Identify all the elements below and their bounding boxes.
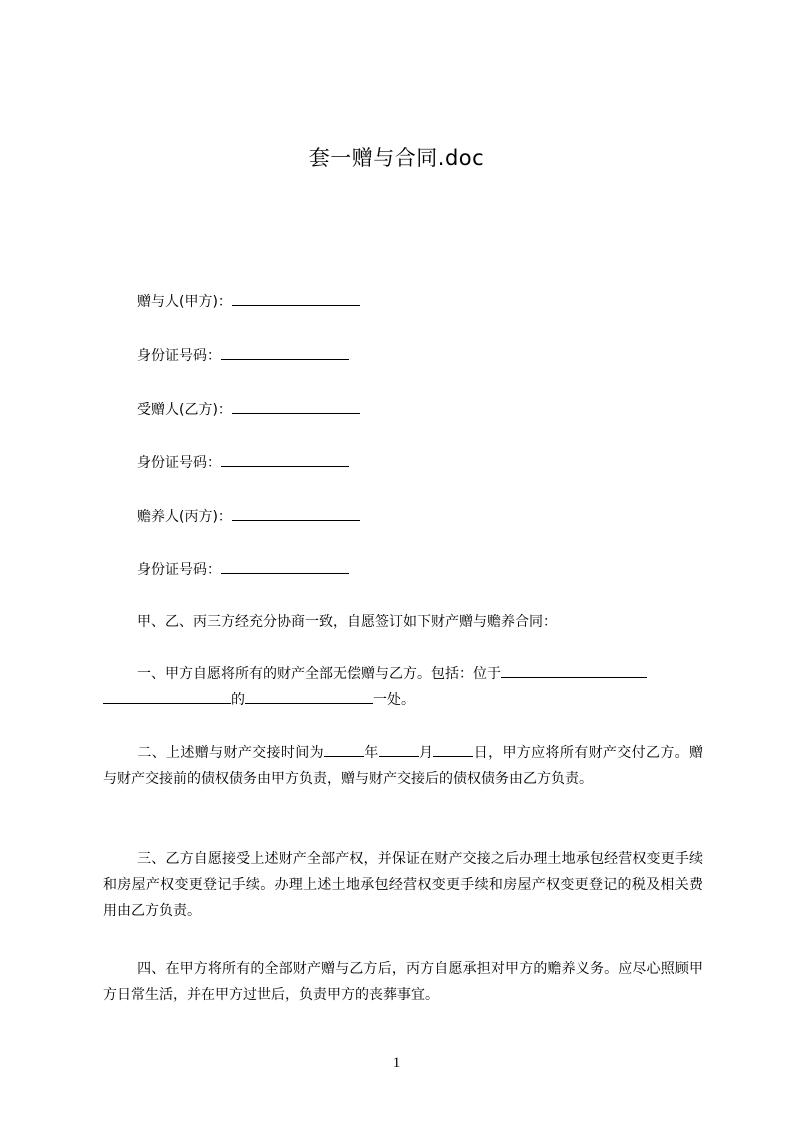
year-blank[interactable] [324, 742, 364, 757]
donee-label: 受赠人(乙方)： [137, 402, 232, 418]
donor-id-blank[interactable] [221, 345, 349, 360]
year-label: 年 [363, 745, 379, 761]
location-blank-2[interactable] [103, 689, 231, 704]
clause-4-text: 四、在甲方将所有的全部财产赠与乙方后，丙方自愿承担对甲方的赡养义务。应尽心照顾甲方日常生活，并在甲方过世后，负责甲方的丧葬事宜。 [103, 961, 703, 1003]
clause-4 [103, 956, 703, 1008]
property-blank[interactable] [245, 689, 373, 704]
clause-1 [103, 661, 703, 713]
supporter-field [137, 506, 360, 527]
supporter-id-label: 身份证号码： [137, 562, 221, 578]
supporter-id-blank[interactable] [221, 559, 349, 574]
document-title: 套一赠与合同.doc [308, 146, 485, 170]
donee-field [137, 399, 360, 420]
donor-id-field [137, 345, 349, 366]
clause-1-text-c: 一处。 [373, 692, 415, 708]
clause-1-text-a: 一、甲方自愿将所有的财产全部无偿赠与乙方。包括：位于 [137, 666, 501, 682]
donee-id-field [137, 452, 349, 473]
intro-paragraph: 甲、乙、丙三方经充分协商一致，自愿签订如下财产赠与赡养合同： [137, 614, 557, 630]
donee-id-blank[interactable] [221, 452, 349, 467]
month-label: 月 [418, 745, 434, 761]
clause-2-text-b: 日，甲方应将所有财产交付乙方。赠与财产交接前的债权债务由甲方负责，赠与财产交接后的债权债务由乙方负责。 [103, 745, 704, 787]
clause-3 [103, 846, 703, 924]
supporter-blank[interactable] [232, 506, 360, 521]
donee-id-label: 身份证号码： [137, 455, 221, 471]
donee-blank[interactable] [232, 399, 360, 414]
donor-label: 赠与人(甲方)： [137, 294, 232, 310]
clause-1-text-b: 的 [231, 692, 245, 708]
day-blank[interactable] [433, 742, 473, 757]
donor-id-label: 身份证号码： [137, 348, 221, 364]
page-number: 1 [392, 1055, 401, 1071]
supporter-id-field [137, 559, 349, 580]
supporter-label: 赡养人(丙方)： [137, 509, 232, 525]
donor-blank[interactable] [232, 291, 360, 306]
location-blank-1[interactable] [501, 663, 647, 678]
clause-2 [103, 740, 703, 792]
month-blank[interactable] [379, 742, 419, 757]
clause-2-text-a: 二、上述赠与财产交接时间为 [137, 745, 324, 761]
clause-3-text: 三、乙方自愿接受上述财产全部产权，并保证在财产交接之后办理土地承包经营权变更手续和房屋产权变更登记手续。办理上述土地承包经营权变更手续和房屋产权变更登记的税及相关费用由乙方负责。 [103, 851, 703, 919]
donor-field [137, 291, 360, 312]
